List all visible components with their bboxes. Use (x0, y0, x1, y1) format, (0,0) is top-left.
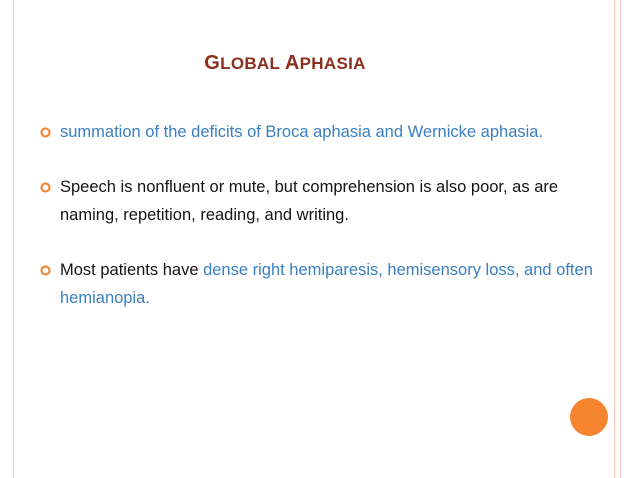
bullet-item (40, 173, 600, 229)
title-initial-a: A (284, 52, 300, 74)
bullet-text: Speech is nonfluent or mute, but comprehension is also poor, as are naming, repetition, reading, and writing. (60, 178, 559, 224)
bullet-list (40, 118, 600, 339)
bullet-marker-icon (40, 182, 51, 193)
right-border-line-outer (614, 0, 615, 478)
bullet-item (40, 118, 600, 146)
bullet-marker-icon (40, 127, 51, 138)
right-border-line-inner (620, 0, 621, 478)
bullet-item (40, 256, 600, 312)
bullet-text: summation of the deficits of Broca aphasia and Wernicke aphasia. (60, 123, 544, 141)
slide-title (0, 52, 570, 75)
bullet-text-lead: Most patients have (60, 261, 204, 279)
decorative-orange-circle (570, 398, 608, 436)
bullet-marker-icon (40, 265, 51, 276)
bullet-text-highlight: dense right hemiparesis, hemisensory loss, and often hemianopia. (60, 261, 593, 307)
title-initial-g: G (204, 52, 221, 74)
title-word-lobal: LOBAL (220, 54, 280, 73)
title-word-phasia: PHASIA (299, 54, 366, 73)
